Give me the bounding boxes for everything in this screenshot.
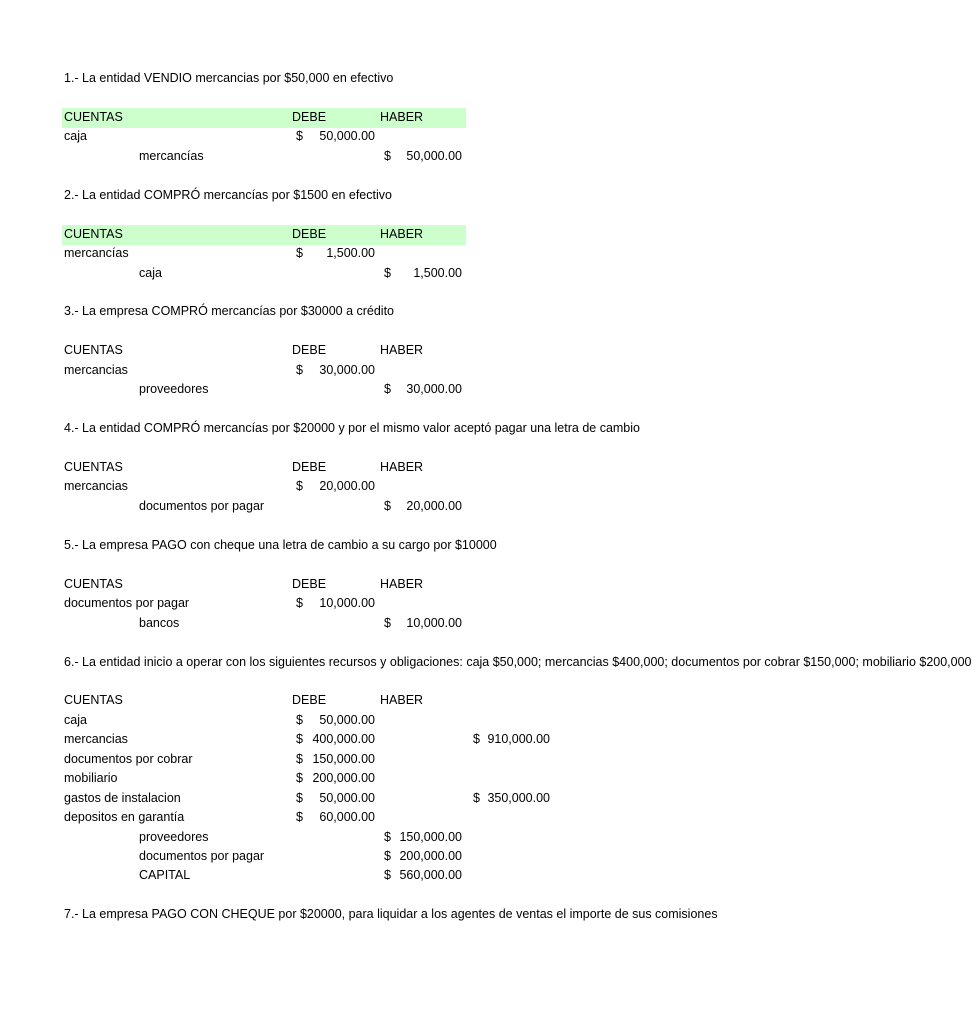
currency-symbol: $ bbox=[296, 712, 303, 727]
journal-row bbox=[0, 477, 768, 496]
haber-amount bbox=[384, 847, 462, 866]
haber-amount bbox=[384, 866, 462, 885]
question-line bbox=[0, 905, 768, 924]
account-name: mercancias bbox=[64, 479, 128, 494]
column-header-row bbox=[0, 108, 768, 127]
amount-value: 560,000.00 bbox=[399, 868, 462, 883]
question-text: 4.- La entidad COMPRÓ mercancías por $20000 y por el mismo valor aceptó pagar una letra de cambio bbox=[64, 421, 640, 436]
account-name: documentos por pagar bbox=[139, 498, 265, 513]
haber-amount bbox=[384, 828, 462, 847]
account-name: documentos por pagar bbox=[64, 596, 190, 611]
account-name: mobiliario bbox=[64, 771, 118, 786]
amount-value: 20,000.00 bbox=[406, 498, 462, 513]
currency-symbol: $ bbox=[384, 382, 391, 397]
amount-value: 150,000.00 bbox=[312, 751, 375, 766]
header-cuentas: CUENTAS bbox=[64, 576, 123, 591]
column-header-row bbox=[0, 458, 768, 477]
journal-row bbox=[0, 497, 768, 516]
subtotal-amount bbox=[473, 789, 550, 808]
currency-symbol: $ bbox=[384, 849, 391, 863]
currency-symbol: $ bbox=[296, 596, 303, 611]
column-header-row bbox=[0, 341, 768, 360]
account-name: mercancias bbox=[64, 362, 128, 377]
currency-symbol: $ bbox=[473, 790, 480, 805]
currency-symbol: $ bbox=[296, 479, 303, 494]
column-header-row bbox=[0, 575, 768, 594]
header-haber: HABER bbox=[380, 226, 424, 241]
question-line bbox=[0, 302, 768, 321]
amount-value: 50,000.00 bbox=[319, 129, 375, 144]
journal-row bbox=[0, 594, 768, 613]
journal-row bbox=[0, 711, 768, 730]
journal-row bbox=[0, 147, 768, 166]
haber-amount bbox=[384, 264, 462, 283]
amount-value: 30,000.00 bbox=[319, 362, 375, 377]
header-cuentas: CUENTAS bbox=[64, 226, 123, 241]
debe-amount bbox=[296, 789, 375, 808]
account-name: documentos por cobrar bbox=[64, 751, 193, 766]
currency-symbol: $ bbox=[473, 732, 480, 747]
header-haber: HABER bbox=[380, 343, 424, 358]
question-line bbox=[0, 653, 972, 672]
amount-value: 30,000.00 bbox=[406, 382, 462, 397]
amount-value: 150,000.00 bbox=[399, 829, 462, 844]
debe-amount bbox=[296, 750, 375, 769]
currency-symbol: $ bbox=[296, 810, 303, 825]
haber-amount bbox=[384, 614, 462, 633]
header-debe: DEBE bbox=[292, 109, 327, 124]
amount-value: 1,500.00 bbox=[413, 265, 462, 280]
header-haber: HABER bbox=[380, 576, 424, 591]
header-debe: DEBE bbox=[292, 343, 327, 358]
account-name: depositos en garantía bbox=[64, 810, 185, 825]
currency-symbol: $ bbox=[384, 615, 391, 630]
journal-row bbox=[0, 380, 768, 399]
header-debe: DEBE bbox=[292, 226, 327, 241]
debe-amount bbox=[296, 808, 375, 827]
currency-symbol: $ bbox=[384, 265, 391, 280]
header-debe: DEBE bbox=[292, 460, 327, 474]
journal-row bbox=[0, 361, 768, 380]
account-name: mercancías bbox=[139, 148, 204, 163]
journal-row bbox=[0, 127, 768, 146]
subtotal-amount bbox=[473, 730, 550, 749]
amount-value: 200,000.00 bbox=[312, 771, 375, 786]
amount-value: 910,000.00 bbox=[487, 732, 550, 747]
currency-symbol: $ bbox=[296, 362, 303, 377]
currency-symbol: $ bbox=[384, 148, 391, 163]
journal-row bbox=[0, 866, 768, 885]
account-name: proveedores bbox=[139, 382, 209, 397]
account-name: mercancias bbox=[64, 732, 128, 747]
amount-value: 20,000.00 bbox=[319, 479, 375, 494]
header-debe: DEBE bbox=[292, 693, 327, 708]
debe-amount bbox=[296, 730, 375, 749]
haber-amount bbox=[384, 147, 462, 166]
debe-amount bbox=[296, 244, 375, 263]
currency-symbol: $ bbox=[384, 829, 391, 844]
haber-amount bbox=[384, 380, 462, 399]
journal-row bbox=[0, 808, 768, 827]
question-text: 3.- La empresa COMPRÓ mercancías por $30000 a crédito bbox=[64, 304, 395, 319]
account-name: bancos bbox=[139, 615, 180, 630]
debe-amount bbox=[296, 711, 375, 730]
currency-symbol: $ bbox=[384, 868, 391, 883]
currency-symbol: $ bbox=[296, 732, 303, 747]
currency-symbol: $ bbox=[296, 790, 303, 805]
question-line bbox=[0, 186, 768, 205]
question-line bbox=[0, 536, 768, 555]
journal-row bbox=[0, 789, 768, 808]
header-cuentas: CUENTAS bbox=[64, 693, 123, 708]
account-name: proveedores bbox=[139, 829, 209, 844]
question-text: 5.- La empresa PAGO con cheque una letra de cambio a su cargo por $10000 bbox=[64, 537, 497, 552]
debe-amount bbox=[296, 594, 375, 613]
header-haber: HABER bbox=[380, 460, 424, 474]
account-name: mercancías bbox=[64, 246, 129, 261]
account-name: gastos de instalacion bbox=[64, 790, 181, 805]
journal-row bbox=[0, 769, 768, 788]
debe-amount bbox=[296, 361, 375, 380]
amount-value: 350,000.00 bbox=[487, 790, 550, 805]
amount-value: 50,000.00 bbox=[319, 712, 375, 727]
journal-row bbox=[0, 750, 768, 769]
currency-symbol: $ bbox=[384, 498, 391, 513]
amount-value: 1,500.00 bbox=[326, 246, 375, 261]
account-name: caja bbox=[139, 265, 162, 280]
journal-row bbox=[0, 730, 768, 749]
currency-symbol: $ bbox=[296, 751, 303, 766]
amount-value: 50,000.00 bbox=[319, 790, 375, 805]
amount-value: 10,000.00 bbox=[319, 596, 375, 611]
amount-value: 60,000.00 bbox=[319, 810, 375, 825]
journal-row bbox=[0, 244, 768, 263]
debe-amount bbox=[296, 127, 375, 146]
column-header-row bbox=[0, 691, 768, 710]
header-cuentas: CUENTAS bbox=[64, 109, 123, 124]
journal-row bbox=[0, 264, 768, 283]
question-line bbox=[0, 69, 768, 88]
question-text: 2.- La entidad COMPRÓ mercancías por $1500 en efectivo bbox=[64, 187, 392, 202]
column-header-row bbox=[0, 225, 768, 244]
header-debe: DEBE bbox=[292, 576, 327, 591]
account-name: CAPITAL bbox=[139, 868, 191, 883]
debe-amount bbox=[296, 477, 375, 496]
amount-value: 50,000.00 bbox=[406, 148, 462, 163]
debe-amount bbox=[296, 769, 375, 788]
amount-value: 10,000.00 bbox=[406, 615, 462, 630]
question-text: 6.- La entidad inicio a operar con los siguientes recursos y obligaciones: caja $50,000; mercancias $400,000; documentos por cobrar $150,000; mobiliario $200,000 bbox=[64, 654, 972, 669]
question-text: 7.- La empresa PAGO CON CHEQUE por $20000, para liquidar a los agentes de ventas el importe de sus comisiones bbox=[64, 907, 718, 922]
haber-amount bbox=[384, 497, 462, 516]
journal-row bbox=[0, 828, 768, 847]
question-line bbox=[0, 419, 768, 438]
amount-value: 400,000.00 bbox=[312, 732, 375, 747]
question-text: 1.- La entidad VENDIO mercancias por $50,000 en efectivo bbox=[64, 71, 394, 85]
header-cuentas: CUENTAS bbox=[64, 460, 123, 474]
header-haber: HABER bbox=[380, 109, 424, 124]
currency-symbol: $ bbox=[296, 246, 303, 261]
account-name: documentos por pagar bbox=[139, 849, 265, 863]
header-cuentas: CUENTAS bbox=[64, 343, 123, 358]
journal-row bbox=[0, 847, 768, 866]
journal-row bbox=[0, 614, 768, 633]
currency-symbol: $ bbox=[296, 771, 303, 786]
currency-symbol: $ bbox=[296, 129, 303, 144]
header-haber: HABER bbox=[380, 693, 424, 708]
account-name: caja bbox=[64, 129, 87, 144]
account-name: caja bbox=[64, 712, 87, 727]
amount-value: 200,000.00 bbox=[399, 849, 462, 863]
